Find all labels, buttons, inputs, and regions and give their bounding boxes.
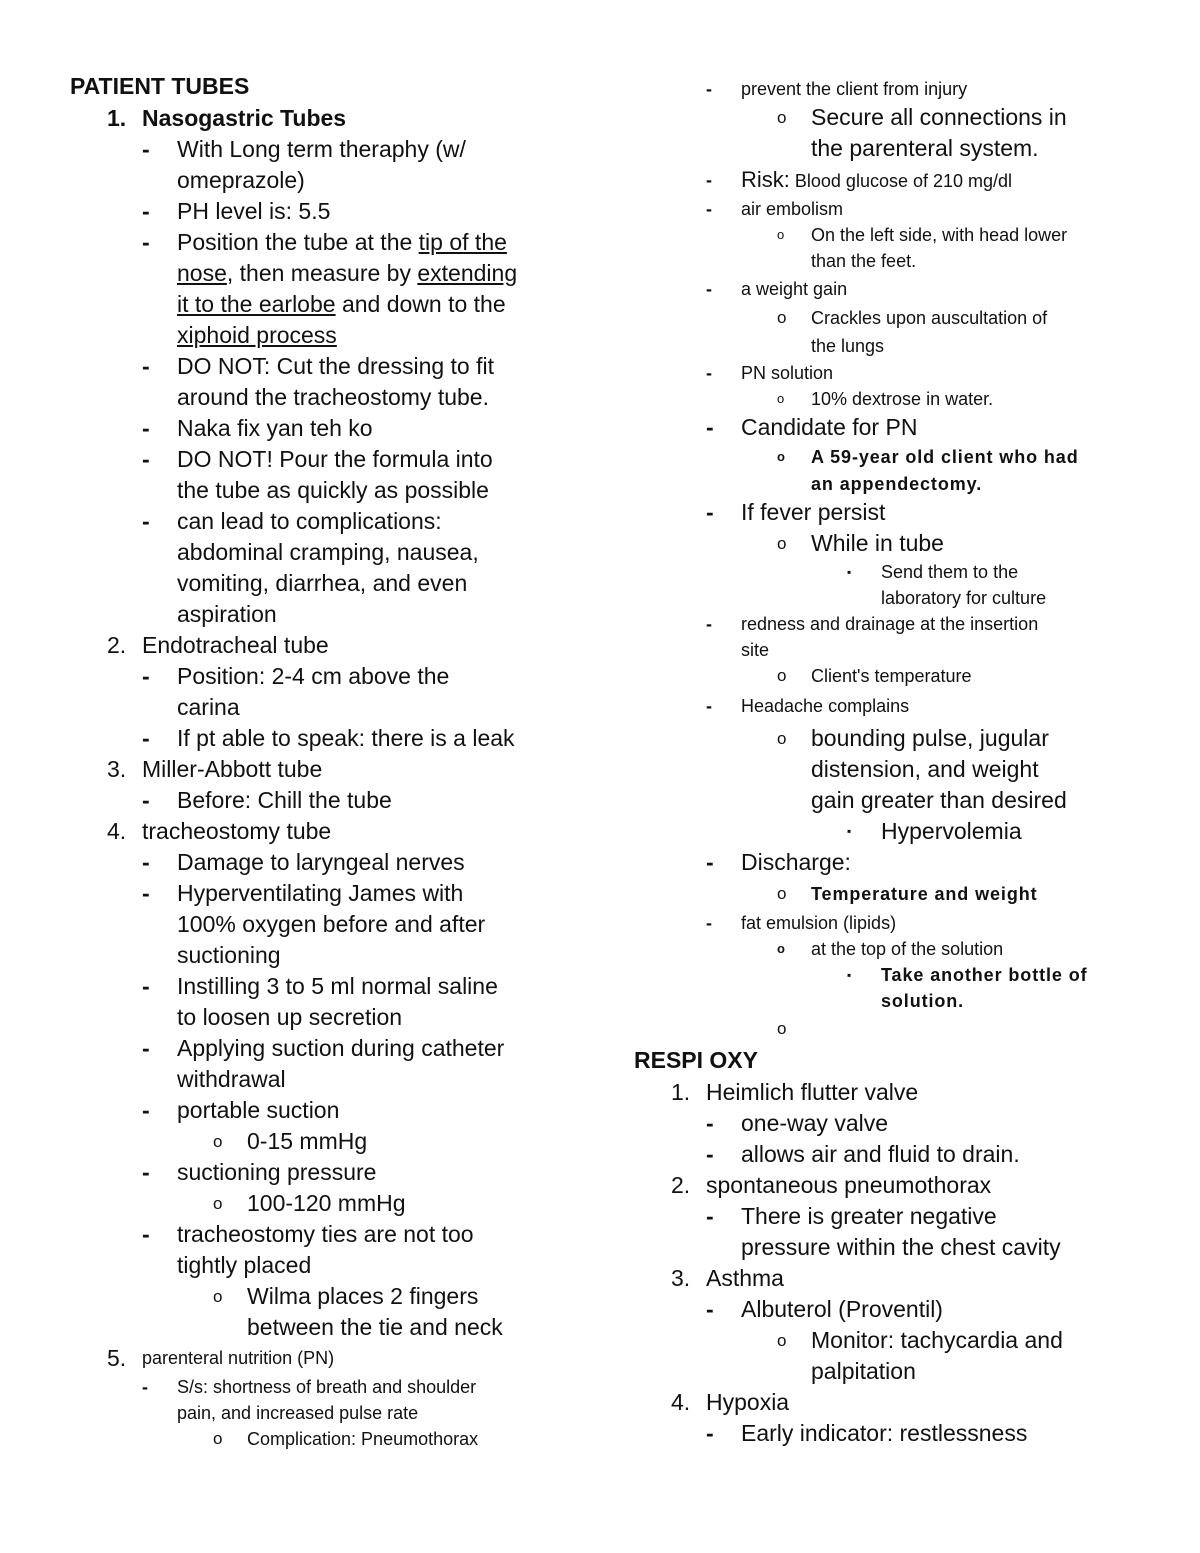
list-item — [70, 320, 590, 351]
list-item — [70, 1033, 590, 1064]
dash-bullet: - — [142, 1377, 148, 1397]
list-item — [70, 196, 590, 227]
list-item — [634, 497, 1154, 528]
list-item — [70, 692, 590, 723]
circle-bullet: o — [777, 666, 787, 685]
item-text: If fever persist — [741, 499, 886, 525]
item-text: can lead to complications: — [177, 508, 442, 534]
item-text: Crackles upon auscultation of — [811, 308, 1048, 328]
item-text: A 59-year old client who had — [811, 447, 1079, 467]
dash-bullet: - — [706, 499, 714, 525]
list-item — [70, 1281, 590, 1312]
list-item — [70, 351, 590, 382]
list-item-parenteral-nutrition — [70, 1343, 590, 1374]
item-title: parenteral nutrition (PN) — [142, 1348, 335, 1368]
list-number: 3. — [671, 1265, 691, 1291]
left-column — [70, 70, 590, 1452]
item-text: Wilma places 2 fingers — [247, 1283, 479, 1309]
item-text: Headache complains — [741, 696, 910, 716]
item-text: to loosen up secretion — [177, 1004, 403, 1030]
circle-bullet: o — [777, 534, 787, 553]
list-item — [634, 637, 1154, 663]
item-text — [177, 258, 517, 289]
list-item — [70, 785, 590, 816]
item-text: Applying suction during catheter — [177, 1035, 505, 1061]
item-title: Asthma — [706, 1265, 784, 1291]
list-item — [634, 754, 1154, 785]
dash-bullet: - — [142, 136, 150, 162]
list-item — [70, 878, 590, 909]
underlined-text: xiphoid process — [177, 322, 337, 348]
item-title: spontaneous pneumothorax — [706, 1172, 992, 1198]
item-text: Complication: Pneumothorax — [247, 1429, 479, 1449]
list-item — [634, 222, 1154, 248]
circle-bullet: o — [777, 1331, 787, 1350]
list-item — [70, 1312, 590, 1343]
list-item — [70, 599, 590, 630]
item-text: suctioning pressure — [177, 1159, 377, 1185]
dash-bullet: - — [706, 279, 712, 299]
item-text: aspiration — [177, 601, 277, 627]
item-text: prevent the client from injury — [741, 79, 968, 99]
dash-bullet: - — [706, 1110, 714, 1136]
text-run: , then measure by — [226, 260, 418, 286]
item-text: one-way valve — [741, 1110, 889, 1136]
item-text: site — [741, 640, 770, 660]
list-item — [634, 412, 1154, 443]
item-text: S/s: shortness of breath and shoulder — [177, 1377, 477, 1397]
item-text: the parenteral system. — [811, 135, 1039, 161]
list-item — [634, 1263, 1154, 1294]
item-text: air embolism — [741, 199, 844, 219]
list-number: 1. — [107, 105, 127, 131]
list-item — [70, 1002, 590, 1033]
underlined-text: it to the earlobe — [177, 291, 336, 317]
item-text: 0-15 mmHg — [247, 1128, 368, 1154]
item-text: the tube as quickly as possible — [177, 477, 489, 503]
list-item — [70, 661, 590, 692]
list-item — [634, 847, 1154, 878]
item-text — [177, 227, 507, 258]
list-item — [634, 611, 1154, 637]
item-text: Hyperventilating James with — [177, 880, 464, 906]
list-item — [634, 1108, 1154, 1139]
item-text: Temperature and weight — [811, 884, 1038, 904]
item-text: distension, and weight — [811, 756, 1039, 782]
dash-bullet: - — [706, 1296, 714, 1322]
item-text: fat emulsion (lipids) — [741, 913, 897, 933]
list-item — [634, 360, 1154, 386]
list-item — [634, 910, 1154, 936]
item-text: a weight gain — [741, 279, 848, 299]
dash-bullet: - — [142, 973, 150, 999]
list-item — [634, 274, 1154, 304]
underlined-text: extending — [417, 260, 518, 286]
list-item — [634, 988, 1154, 1014]
list-item — [70, 940, 590, 971]
list-item — [70, 1126, 590, 1157]
list-item — [634, 1232, 1154, 1263]
item-text: bounding pulse, jugular — [811, 725, 1049, 751]
circle-bullet: o — [777, 729, 787, 748]
list-item — [634, 1387, 1154, 1418]
dash-bullet: - — [706, 363, 712, 383]
circle-bullet: o — [777, 308, 787, 327]
list-item — [634, 962, 1154, 988]
item-text: Send them to the — [881, 562, 1019, 582]
list-item — [634, 102, 1154, 133]
dash-bullet: - — [142, 353, 150, 379]
item-text: than the feet. — [811, 251, 917, 271]
dash-bullet: - — [142, 446, 150, 472]
item-text: Hypervolemia — [881, 818, 1022, 844]
list-item — [70, 971, 590, 1002]
item-text: Early indicator: restlessness — [741, 1420, 1028, 1446]
dash-bullet: - — [142, 849, 150, 875]
circle-bullet: o — [213, 1132, 223, 1151]
right-column — [634, 76, 1154, 1449]
item-text: between the tie and neck — [247, 1314, 503, 1340]
list-item — [634, 471, 1154, 497]
square-bullet: ▪ — [847, 824, 852, 838]
list-item — [634, 663, 1154, 689]
item-text: 10% dextrose in water. — [811, 389, 994, 409]
list-item — [634, 248, 1154, 274]
circle-bullet: o — [777, 108, 787, 127]
list-item — [70, 382, 590, 413]
item-text: allows air and fluid to drain. — [741, 1141, 1020, 1167]
item-text: pressure within the chest cavity — [741, 1234, 1061, 1260]
dash-bullet: - — [706, 170, 712, 190]
dash-bullet: - — [142, 415, 150, 441]
section-heading-patient-tubes: PATIENT TUBES — [70, 73, 250, 99]
list-item — [70, 1374, 590, 1400]
item-text: Instilling 3 to 5 ml normal saline — [177, 973, 498, 999]
list-number: 3. — [107, 756, 127, 782]
list-number: 5. — [107, 1345, 127, 1371]
list-item — [634, 878, 1154, 910]
item-text: Discharge: — [741, 849, 851, 875]
list-item — [70, 1064, 590, 1095]
item-text: the lungs — [811, 336, 885, 356]
item-text: palpitation — [811, 1358, 916, 1384]
dash-bullet: - — [142, 229, 150, 255]
dash-bullet: - — [142, 508, 150, 534]
item-text: redness and drainage at the insertion — [741, 614, 1039, 634]
list-item — [634, 1356, 1154, 1387]
list-item-nasogastric — [70, 103, 590, 134]
circle-bullet: o — [213, 1194, 223, 1213]
list-item — [634, 1294, 1154, 1325]
dash-bullet: - — [142, 1097, 150, 1123]
underlined-text: tip of the — [418, 229, 507, 255]
item-text: carina — [177, 694, 240, 720]
list-number: 4. — [107, 818, 127, 844]
list-item — [70, 506, 590, 537]
item-text — [741, 164, 1012, 197]
item-text: Before: Chill the tube — [177, 787, 392, 813]
item-text: gain greater than desired — [811, 787, 1067, 813]
dash-bullet: - — [142, 198, 150, 224]
item-text: portable suction — [177, 1097, 340, 1123]
dash-bullet: - — [142, 1221, 150, 1247]
list-item — [634, 585, 1154, 611]
item-text: laboratory for culture — [881, 588, 1047, 608]
item-text: With Long term theraphy (w/ — [177, 136, 466, 162]
list-item-tracheostomy — [70, 816, 590, 847]
item-text: On the left side, with head lower — [811, 225, 1068, 245]
list-item-empty — [634, 1014, 1154, 1044]
circle-bullet: o — [777, 1019, 787, 1038]
item-text: vomiting, diarrhea, and even — [177, 570, 468, 596]
list-item — [634, 164, 1154, 196]
list-item — [70, 1250, 590, 1281]
list-item — [70, 909, 590, 940]
item-text: pain, and increased pulse rate — [177, 1403, 419, 1423]
dash-bullet: - — [142, 1035, 150, 1061]
circle-bullet: o — [213, 1429, 223, 1448]
list-item — [634, 1201, 1154, 1232]
circle-bullet: o — [777, 941, 785, 956]
list-item — [634, 689, 1154, 723]
list-item — [634, 723, 1154, 754]
list-item — [70, 1157, 590, 1188]
item-text: 100-120 mmHg — [247, 1190, 406, 1216]
list-item — [70, 847, 590, 878]
square-bullet: ▪ — [847, 565, 852, 579]
item-text: withdrawal — [177, 1066, 286, 1092]
list-item — [634, 1418, 1154, 1449]
item-text: at the top of the solution — [811, 939, 1004, 959]
item-title: Endotracheal tube — [142, 632, 329, 658]
list-item — [70, 227, 590, 258]
dash-bullet: - — [706, 414, 714, 440]
list-item — [70, 1095, 590, 1126]
item-title: Nasogastric Tubes — [142, 105, 347, 131]
list-item — [634, 816, 1154, 847]
list-item — [634, 133, 1154, 164]
item-text: Client's temperature — [811, 666, 972, 686]
dash-bullet: - — [706, 1203, 714, 1229]
list-item — [634, 1139, 1154, 1170]
item-text: While in tube — [811, 530, 944, 556]
list-item — [70, 165, 590, 196]
list-item — [70, 258, 590, 289]
list-item — [634, 559, 1154, 585]
item-text — [177, 289, 506, 320]
list-item — [634, 528, 1154, 559]
item-text: Secure all connections in — [811, 104, 1067, 130]
item-text: around the tracheostomy tube. — [177, 384, 489, 410]
list-number: 4. — [671, 1389, 691, 1415]
list-item — [634, 785, 1154, 816]
circle-bullet: o — [777, 449, 786, 464]
item-text: suctioning — [177, 942, 281, 968]
dash-bullet: - — [142, 663, 150, 689]
circle-bullet: o — [777, 391, 785, 406]
circle-bullet: o — [777, 884, 788, 903]
dash-bullet: - — [706, 614, 712, 634]
circle-bullet: o — [213, 1287, 223, 1306]
item-text: Naka fix yan teh ko — [177, 415, 373, 441]
risk-label: Risk: — [741, 167, 790, 192]
dash-bullet: - — [706, 849, 714, 875]
list-item — [70, 723, 590, 754]
item-text: Candidate for PN — [741, 414, 918, 440]
list-item — [634, 332, 1154, 360]
list-item — [70, 1219, 590, 1250]
list-item — [634, 936, 1154, 962]
item-text: Take another bottle of — [881, 965, 1088, 985]
list-item — [634, 1170, 1154, 1201]
list-number: 2. — [671, 1172, 691, 1198]
dash-bullet: - — [706, 199, 712, 219]
item-text: omeprazole) — [177, 167, 305, 193]
item-text: There is greater negative — [741, 1203, 997, 1229]
list-item — [70, 475, 590, 506]
item-text: tracheostomy ties are not too — [177, 1221, 474, 1247]
item-title: tracheostomy tube — [142, 818, 332, 844]
list-item — [634, 1325, 1154, 1356]
item-text: PH level is: 5.5 — [177, 198, 331, 224]
list-item — [634, 1077, 1154, 1108]
list-item — [70, 444, 590, 475]
dash-bullet: - — [706, 79, 712, 99]
list-item — [70, 289, 590, 320]
text-run: Blood glucose of 210 mg/dl — [789, 171, 1013, 191]
list-item-endotracheal — [70, 630, 590, 661]
item-text: Monitor: tachycardia and — [811, 1327, 1063, 1353]
item-text: Albuterol (Proventil) — [741, 1296, 943, 1322]
text-run: and down to the — [335, 291, 506, 317]
item-text: abdominal cramping, nausea, — [177, 539, 479, 565]
square-bullet: ▪ — [847, 968, 853, 982]
list-item — [70, 1426, 590, 1452]
circle-bullet: o — [777, 227, 785, 242]
item-text: 100% oxygen before and after — [177, 911, 486, 937]
item-title: Miller-Abbott tube — [142, 756, 323, 782]
list-item — [634, 76, 1154, 102]
item-title: Heimlich flutter valve — [706, 1079, 919, 1105]
list-item — [70, 537, 590, 568]
item-text: Damage to laryngeal nerves — [177, 849, 465, 875]
item-text: Position: 2-4 cm above the — [177, 663, 450, 689]
list-item — [634, 196, 1154, 222]
dash-bullet: - — [706, 1420, 714, 1446]
section-heading-respi-oxy: RESPI OXY — [634, 1047, 758, 1073]
item-text: PN solution — [741, 363, 834, 383]
item-text: DO NOT! Pour the formula into — [177, 446, 493, 472]
list-item — [70, 568, 590, 599]
item-text: an appendectomy. — [811, 474, 983, 494]
list-number: 2. — [107, 632, 127, 658]
dash-bullet: - — [142, 725, 150, 751]
dash-bullet: - — [142, 1159, 150, 1185]
item-text: solution. — [881, 991, 965, 1011]
list-item — [70, 134, 590, 165]
text-run: Position the tube at the — [177, 229, 419, 255]
list-item — [634, 304, 1154, 332]
list-item — [70, 1400, 590, 1426]
list-number: 1. — [671, 1079, 691, 1105]
list-item — [634, 443, 1154, 471]
list-item — [70, 413, 590, 444]
dash-bullet: - — [142, 787, 150, 813]
list-item-miller-abbott — [70, 754, 590, 785]
item-text: tightly placed — [177, 1252, 312, 1278]
item-title: Hypoxia — [706, 1389, 790, 1415]
dash-bullet: - — [706, 913, 712, 933]
list-item — [70, 1188, 590, 1219]
item-text: DO NOT: Cut the dressing to fit — [177, 353, 495, 379]
dash-bullet: - — [142, 880, 150, 906]
dash-bullet: - — [706, 1141, 714, 1167]
item-text: If pt able to speak: there is a leak — [177, 725, 515, 751]
dash-bullet: - — [706, 696, 712, 716]
underlined-text: nose — [177, 260, 227, 286]
list-item — [634, 386, 1154, 412]
